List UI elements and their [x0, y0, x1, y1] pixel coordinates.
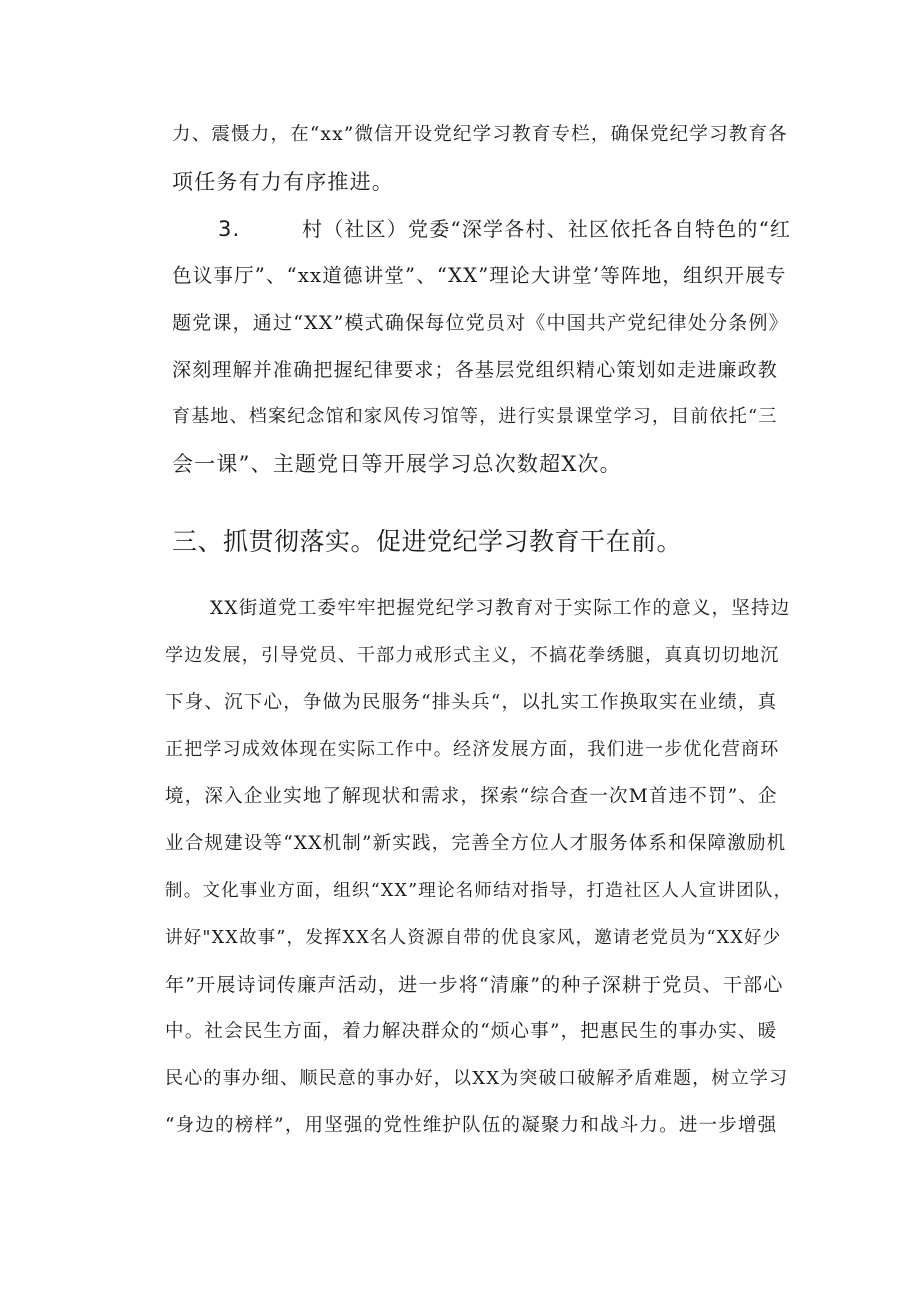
- paragraph-line: 中。社会民生方面，着力解决群众的“烦心事”，把惠民生的事办实、暖: [165, 1021, 778, 1042]
- paragraph-line: 民心的事办细、顺民意的事办好，以XX为突破口破解矛盾难题，树立学习: [165, 1068, 789, 1089]
- paragraph-line: 育基地、档案纪念馆和家风传习馆等，进行实景课堂学习，目前依托“三: [172, 406, 778, 427]
- paragraph-line: “身边的榜样”，用坚强的党性维护队伍的凝聚力和战斗力。进一步增强: [165, 1115, 778, 1136]
- paragraph-line: 业合规建设等“XX机制”新实践，完善全方位人才服务体系和保障激励机: [165, 833, 787, 854]
- paragraph-line: 下身、沉下心，争做为民服务“排头兵“，以扎实工作换取实在业绩，真: [165, 692, 778, 713]
- paragraph-line: 学边发展，引导党员、干部力戒形式主义，不搞花拳绣腿，真真切切地沉: [165, 645, 780, 666]
- section-heading: 三、抓贯彻落实。促进党纪学习教育干在前。: [172, 527, 683, 556]
- paragraph-line: 年”开展诗词传廉声活动，进一步将“清廉”的种子深耕于党员、干部心: [165, 974, 784, 996]
- paragraph-line: 正把学习成效体现在实际工作中。经济发展方面，我们进一步优化营商环: [165, 739, 780, 760]
- paragraph-line: 村（社区）党委“深学各村、社区依托各自特色的“红: [302, 217, 792, 241]
- paragraph-line: 题党课，通过“XX”模式确保每位党员对《中国共产党纪律处分条例》: [172, 312, 789, 334]
- paragraph-line: 色议事厅”、“xx道德讲堂”、“XX”理论大讲堂’等阵地，组织开展专: [172, 264, 787, 287]
- paragraph-line: 境，深入企业实地了解现状和需求，探索“综合查一次M首违不罚”、企: [165, 786, 778, 807]
- item-number: 3.: [218, 217, 241, 241]
- paragraph-line: 会一课”、主题党日等开展学习总次数超X次。: [172, 452, 622, 476]
- paragraph-line: XX街道党工委牢牢把握党纪学习教育对于实际工作的意义，坚持边: [210, 598, 791, 619]
- paragraph-line: 项任务有力有序推进。: [172, 170, 394, 194]
- paragraph-line: 讲好"XX故事”，发挥XX名人资源自带的优良家风，邀请老党员为“XX好少: [165, 928, 782, 948]
- paragraph-line: 制。文化事业方面，组织“XX”理论名师结对指导，打造社区人人宣讲团队，: [165, 881, 793, 901]
- paragraph-line: 力、震慑力，在“xx”微信开设党纪学习教育专栏，确保党纪学习教育各: [172, 124, 788, 145]
- paragraph-line: 深刻理解并准确把握纪律要求；各基层党组织精心策划如走进廉政教: [172, 359, 779, 381]
